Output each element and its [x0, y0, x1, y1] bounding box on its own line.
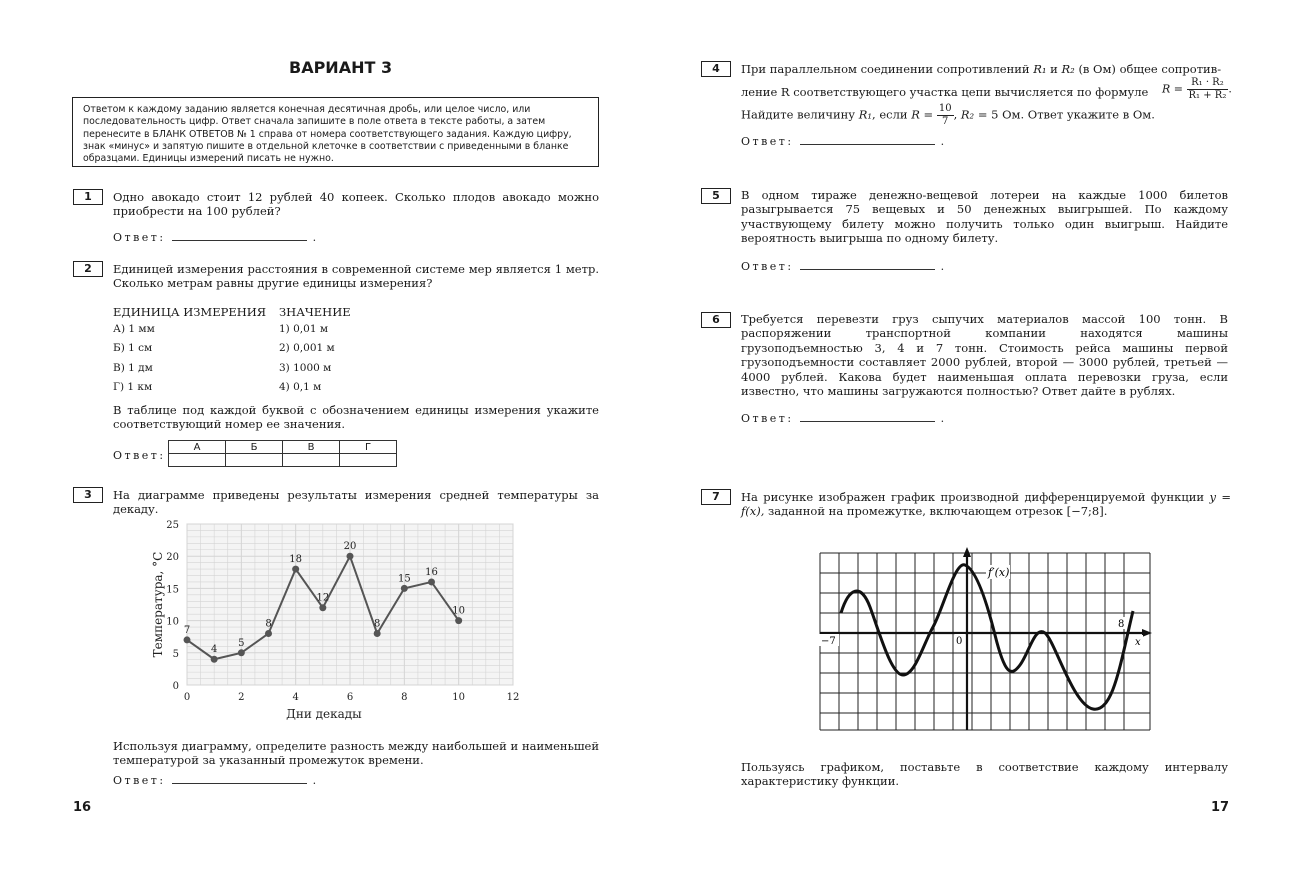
chart-data-point — [319, 604, 326, 611]
chart-x-axis-label: Дни декады — [286, 707, 362, 721]
derivative-curve — [841, 565, 1133, 709]
chart-data-label: 20 — [343, 541, 357, 553]
q4-text-part: При параллельном соединении сопротивлений — [741, 62, 1030, 76]
chart-y-axis-label: Температура, °С — [151, 551, 165, 658]
page-number-left: 16 — [73, 800, 92, 815]
unit-b: Б) 1 см — [113, 342, 153, 354]
q4-text-part: Найдите величину — [741, 107, 856, 122]
answer-line[interactable] — [800, 411, 935, 422]
question-3-question: Используя диаграмму, определите разность между наибольшей и наименьшей температурой за указанный промежуток времени. — [113, 739, 599, 768]
answer-field-5[interactable]: Ответ: . — [741, 260, 947, 273]
question-4-line2: ление R соответствующего участка цепи вычисляется по формуле — [741, 85, 1149, 99]
chart-data-label: 8 — [265, 618, 272, 630]
r2-symbol: R₂ — [960, 107, 975, 122]
chart-data-label: 18 — [289, 554, 303, 566]
chart-y-tick-label: 10 — [166, 616, 179, 628]
answer-cell-g[interactable] — [340, 454, 397, 467]
chart-data-point — [347, 553, 354, 560]
answer-label: Ответ: — [741, 260, 794, 273]
question-number-7: 7 — [701, 489, 731, 505]
chart-data-label: 10 — [452, 605, 466, 617]
q4-text-part: (в Ом) общее сопротив- — [1078, 62, 1222, 76]
question-number-3: 3 — [73, 487, 103, 503]
answer-field-4[interactable]: Ответ: . — [741, 135, 947, 148]
chart-x-tick-label: 10 — [452, 692, 466, 703]
q4-text-part: = 5 Ом. Ответ укажите в Ом. — [977, 107, 1155, 122]
label-zero: 0 — [956, 636, 963, 647]
question-4-line1 — [741, 62, 1228, 76]
chart-x-tick-label: 2 — [238, 692, 245, 703]
chart-y-tick-label: 0 — [172, 681, 179, 692]
label-fprime: f′(x) — [988, 566, 1010, 579]
chart-x-tick-label: 0 — [183, 692, 191, 703]
chart-data-point — [184, 636, 191, 643]
answer-cell-v[interactable] — [283, 454, 340, 467]
r1-symbol: R₁ — [1033, 62, 1047, 76]
question-number-6: 6 — [701, 312, 731, 328]
graph-grid — [820, 553, 1150, 730]
chart-x-tick-label: 6 — [346, 692, 354, 703]
table-header-a: А — [169, 441, 226, 454]
chart-data-point — [374, 630, 381, 637]
answer-label: Ответ: — [113, 774, 166, 787]
question-2-instruction: В таблице под каждой буквой с обозначением единицы измерения укажите соответствующий номер ее значения. — [113, 403, 599, 432]
chart-data-point — [401, 585, 408, 592]
question-7-after: Пользуясь графиком, поставьте в соответствие каждому интервалу характеристику функции. — [741, 760, 1228, 789]
values-header: ЗНАЧЕНИЕ — [279, 305, 351, 319]
chart-y-tick-label: 15 — [166, 584, 179, 596]
answer-field-1[interactable]: Ответ: . — [113, 231, 319, 244]
temperature-chart — [145, 515, 545, 725]
unit-g: Г) 1 км — [113, 381, 153, 393]
answer-cell-b[interactable] — [226, 454, 283, 467]
question-5-text: В одном тираже денежно-вещевой лотереи на каждые 1000 билетов разыгрывается 75 вещевых и 50 денежных выигрышей. По каждому участвующему билету можно получить только один выигрыш. Найдите вероятность выигрыша по одному билету. — [741, 188, 1228, 246]
chart-data-label: 16 — [425, 566, 438, 578]
value-1: 1) 0,01 м — [279, 323, 328, 335]
formula-fraction: $\frac{\text{R₁ · R₂}}{\text{R₁ + R₂}}$ — [1188, 77, 1227, 101]
chart-data-point — [238, 649, 245, 656]
resistance-formula: R = $\frac{\text{R₁ · R₂}}{\text{R₁ + R₂}}$ . — [1162, 77, 1232, 101]
chart-data-label: 5 — [238, 637, 245, 649]
question-4-line3: Найдите величину R₁, если R = $\frac{10}{7}$ , R₂ = 5 Ом. Ответ укажите в Ом. — [741, 103, 1155, 127]
units-header: ЕДИНИЦА ИЗМЕРЕНИЯ — [113, 305, 267, 319]
table-header-g: Г — [340, 441, 397, 454]
question-6-text: Требуется перевезти груз сыпучих материалов массой 100 тонн. В распоряжении транспортной компании находятся машины грузоподъемностью 3, 4 и 7 тонн. Стоимость рейса машины первой грузоподъемности составляет 2000 рублей, второй — 3000 рублей, третьей — 4000 рублей. Какова будет наименьшая оплата перевозки груза, если известно, что машины загружаются полностью? Ответ дайте в рублях. — [741, 312, 1228, 399]
chart-data-label: 15 — [397, 573, 411, 585]
value-2: 2) 0,001 м — [279, 342, 335, 354]
chart-data-label: 7 — [183, 624, 191, 636]
answer-line[interactable] — [172, 230, 307, 241]
chart-data-label: 8 — [373, 618, 381, 630]
question-7-text — [741, 490, 1231, 519]
question-3-text: На диаграмме приведены результаты измерения средней температуры за декаду. — [113, 488, 599, 517]
question-number-1: 1 — [73, 189, 103, 205]
chart-x-tick-label: 12 — [506, 692, 520, 703]
q7-function: y = f(x), — [741, 490, 1231, 519]
variant-title: ВАРИАНТ 3 — [289, 58, 393, 77]
answer-field-3[interactable]: Ответ: . — [113, 774, 319, 787]
question-number-4: 4 — [701, 61, 731, 77]
chart-y-tick-label: 20 — [166, 552, 179, 564]
chart-x-tick-label: 4 — [292, 692, 299, 703]
q7-text-part: На рисунке изображен график производной дифференцируемой функции — [741, 490, 1205, 504]
r1-symbol: R₁ — [858, 107, 873, 122]
unit-v: В) 1 дм — [113, 362, 153, 374]
label-x: x — [1135, 637, 1141, 648]
question-number-5: 5 — [701, 188, 731, 204]
chart-y-tick-label: 5 — [172, 648, 179, 660]
question-2-text: Единицей измерения расстояния в современной системе мер является 1 метр. Сколько метрам равны другие единицы измерения? — [113, 262, 599, 291]
table-header-b: Б — [226, 441, 283, 454]
chart-x-tick-label: 8 — [401, 692, 408, 703]
chart-data-label: 4 — [210, 644, 218, 656]
table-header-v: В — [283, 441, 340, 454]
r-fraction: $\frac{10}{7}$ — [938, 103, 952, 127]
r2-symbol: R₂ — [1061, 62, 1075, 76]
chart-data-point — [292, 566, 299, 573]
instructions-box: Ответом к каждому заданию является конечная десятичная дробь, или целое число, или последовательность цифр. Ответ сначала запишите в поле ответа в тексте работы, а затем перенесите в БЛАНК ОТВЕТОВ № 1 справа от номера соответствующего задания. Каждую цифру, знак «минус» и запятую пишите в отдельной клеточке в соответствии с приведенными в бланке образцами. Единицы измерений писать не нужно. — [72, 97, 599, 167]
answer-cell-a[interactable] — [169, 454, 226, 467]
value-4: 4) 0,1 м — [279, 381, 322, 393]
q4-and: и — [1050, 62, 1058, 76]
chart-data-point — [265, 630, 272, 637]
question-1-text: Одно авокадо стоит 12 рублей 40 копеек. Сколько плодов авокадо можно приобрести на 100 рублей? — [113, 190, 599, 219]
answer-field-6[interactable]: Ответ: . — [741, 412, 947, 425]
answer-line[interactable] — [800, 134, 935, 145]
answer-label: Ответ: — [113, 231, 166, 244]
label-minus7: −7 — [821, 636, 836, 647]
label-eight: 8 — [1118, 619, 1125, 630]
answer-table-2 — [168, 440, 397, 467]
answer-label: Ответ: — [741, 412, 794, 425]
page-number-right: 17 — [1211, 800, 1230, 815]
q7-text-part: заданной на промежутке, включающем отрезок [−7;8]. — [768, 504, 1108, 519]
chart-data-label: 12 — [316, 592, 330, 604]
answer-label-2: Ответ: — [113, 449, 166, 462]
answer-line[interactable] — [800, 259, 935, 270]
unit-a: А) 1 мм — [113, 323, 155, 335]
chart-y-tick-label: 25 — [166, 520, 179, 531]
chart-data-point — [428, 578, 435, 585]
answer-line[interactable] — [172, 773, 307, 784]
chart-data-point — [211, 656, 218, 663]
question-number-2: 2 — [73, 261, 103, 277]
chart-data-point — [455, 617, 462, 624]
answer-label: Ответ: — [741, 135, 794, 148]
derivative-graph — [815, 545, 1155, 735]
q4-text-part: если — [879, 107, 908, 122]
value-3: 3) 1000 м — [279, 362, 332, 374]
